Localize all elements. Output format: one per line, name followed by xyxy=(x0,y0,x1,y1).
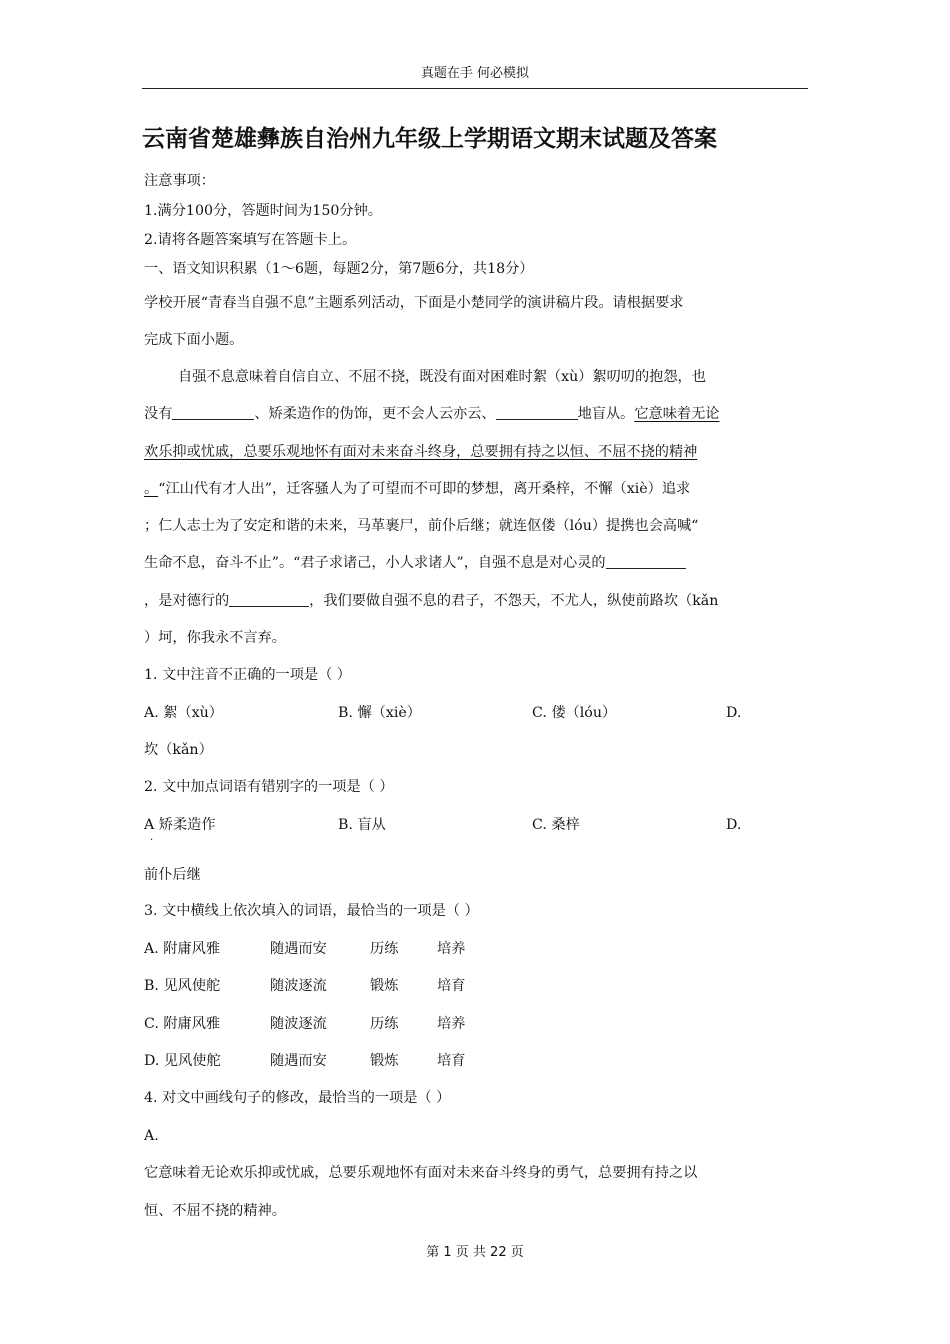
q3-option-a-word-3: 历练 xyxy=(370,941,399,957)
q4-option-a-text-2: 恒、不屈不挠的精神。 xyxy=(144,1203,286,1219)
fill-blank-4 xyxy=(229,590,309,607)
question-2-stem: 2. 文中加点词语有错别字的一项是（ ） xyxy=(144,779,394,795)
q1-option-a[interactable]: A. 絮（xù） xyxy=(144,705,223,721)
passage-text: 没有 xyxy=(144,406,173,422)
q2-option-c[interactable]: C. 桑梓 xyxy=(532,817,580,833)
passage-text: ，我们要做自强不息的君子，不怨天，不尤人，纵使前路坎（kǎn xyxy=(309,593,719,609)
question-3-stem: 3. 文中横线上依次填入的词语，最恰当的一项是（ ） xyxy=(144,903,479,919)
intro-line-2: 完成下面小题。 xyxy=(144,332,244,348)
q3-option-c-word-3: 历练 xyxy=(370,1016,399,1032)
underlined-sentence-end: 。 xyxy=(144,481,159,497)
passage-line-7 xyxy=(144,590,718,612)
section-heading-1: 一、语文知识积累（1～6题，每题2分，第7题6分，共18分） xyxy=(144,261,534,277)
q3-option-a-word-4: 培养 xyxy=(437,941,466,957)
passage-line-5: ；仁人志士为了安定和谐的未来，马革裹尸，前仆后继；就连伛偻（lóu）提携也会高喊“ xyxy=(144,518,699,534)
q3-option-d-word-3: 锻炼 xyxy=(370,1053,399,1069)
passage-text: ，是对德行的 xyxy=(144,593,230,609)
notes-heading: 注意事项： xyxy=(144,173,215,189)
passage-text: 地盲从。 xyxy=(577,406,635,422)
emphasis-dot: · xyxy=(150,835,154,846)
q3-option-a-word-2: 随遇而安 xyxy=(270,941,327,957)
passage-line-6 xyxy=(144,552,686,574)
passage-text: 生命不息，奋斗不止”。“君子求诸己，小人求诸人”，自强不息是对心灵的 xyxy=(144,555,606,571)
fill-blank-1 xyxy=(172,403,254,420)
q3-option-a[interactable]: A. 附庸风雅 xyxy=(144,941,221,957)
passage-line-1: 自强不息意味着自信自立、不屈不挠，既没有面对困难时絮（xù）絮叨叨的抱怨，也 xyxy=(178,369,706,385)
q3-option-c[interactable]: C. 附庸风雅 xyxy=(144,1016,221,1032)
fill-blank-3 xyxy=(606,552,686,569)
q3-option-c-word-2: 随波逐流 xyxy=(270,1016,327,1032)
q2-option-d-text: 前仆后继 xyxy=(144,867,201,883)
q1-option-b[interactable]: B. 懈（xiè） xyxy=(338,705,421,721)
fill-blank-2 xyxy=(496,403,578,420)
page-title: 云南省楚雄彝族自治州九年级上学期语文期末试题及答案 xyxy=(142,126,717,152)
notes-item-1: 1.满分100分，答题时间为150分钟。 xyxy=(144,203,382,219)
q3-option-b-word-3: 锻炼 xyxy=(370,978,399,994)
q1-option-d-text: 坎（kǎn） xyxy=(144,742,213,758)
question-4-stem: 4. 对文中画线句子的修改，最恰当的一项是（ ） xyxy=(144,1090,451,1106)
q3-option-b-word-2: 随波逐流 xyxy=(270,978,327,994)
passage-line-8: ）坷，你我永不言弃。 xyxy=(144,630,286,646)
passage-text: 、矫柔造作的伪饰，更不会人云亦云、 xyxy=(254,406,496,422)
q3-option-c-word-4: 培养 xyxy=(437,1016,466,1032)
q4-option-a-text-1: 它意味着无论欢乐抑或忧戚，总要乐观地怀有面对未来奋斗终身的勇气，总要拥有持之以 xyxy=(144,1165,698,1181)
intro-line-1: 学校开展“青春当自强不息”主题系列活动，下面是小楚同学的演讲稿片段。请根据要求 xyxy=(144,295,684,311)
q2-option-a[interactable]: A 矫柔造作 xyxy=(144,817,216,833)
passage-line-2 xyxy=(144,403,720,425)
q2-option-b[interactable]: B. 盲从 xyxy=(338,817,386,833)
underlined-sentence: 欢乐抑或忧戚，总要乐观地怀有面对未来奋斗终身，总要拥有持之以恒、不屈不挠的精神 xyxy=(144,444,698,460)
q3-option-b-word-4: 培育 xyxy=(437,978,466,994)
q3-option-d-word-2: 随遇而安 xyxy=(270,1053,327,1069)
page-footer: 第 1 页 共 22 页 xyxy=(426,1245,524,1260)
q2-option-d[interactable]: D. xyxy=(726,817,742,833)
q1-option-d[interactable]: D. xyxy=(726,705,742,721)
q3-option-b[interactable]: B. 见风使舵 xyxy=(144,978,221,994)
underlined-sentence: 它意味着无论 xyxy=(634,406,720,422)
passage-text: “江山代有才人出”，迁客骚人为了可望而不可即的梦想，离开桑梓，不懈（xiè）追求 xyxy=(158,481,691,497)
q1-option-c[interactable]: C. 偻（lóu） xyxy=(532,705,617,721)
passage-line-4 xyxy=(144,478,690,500)
q3-option-d-word-4: 培育 xyxy=(437,1053,466,1069)
q4-option-a[interactable]: A. xyxy=(144,1128,159,1144)
page-header: 真题在手 何必模拟 xyxy=(142,62,808,89)
notes-item-2: 2.请将各题答案填写在答题卡上。 xyxy=(144,232,357,248)
q3-option-d[interactable]: D. 见风使舵 xyxy=(144,1053,221,1069)
question-1-stem: 1. 文中注音不正确的一项是（ ） xyxy=(144,667,351,683)
